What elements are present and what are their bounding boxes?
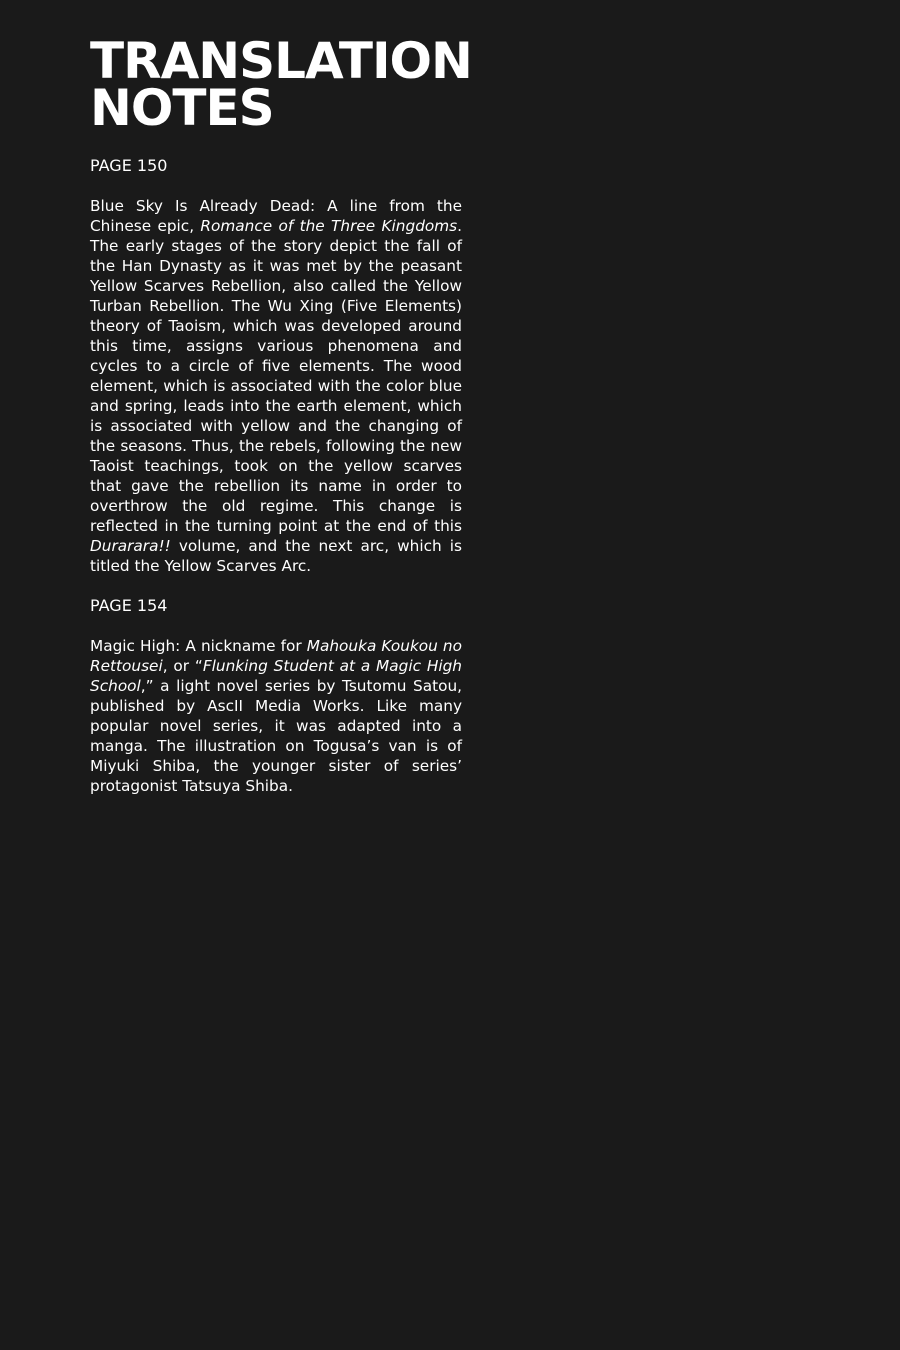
note-italic-title: Durarara!! <box>90 537 171 555</box>
note-italic-title: Flunking Student at a Magic High School <box>90 657 462 695</box>
note-page-label: PAGE 150 <box>90 156 168 175</box>
note-page-label: PAGE 154 <box>90 596 168 615</box>
note-body <box>90 636 462 796</box>
note-text: ,” a light novel series by Tsutomu Satou, published by AscII Media Works. Like many popular novel series, it was adapted into a manga. The illustration on Togusa’s van is of Miyuki Shiba, the younger sister of series’ protagonist Tatsuya Shiba. <box>90 677 462 795</box>
page-title-line-2: NOTES <box>90 79 274 137</box>
note-text: Magic High: A nickname for <box>90 637 307 655</box>
note-text: Blue Sky Is Already Dead: A line from the Chinese epic, <box>90 197 462 235</box>
translation-notes-page <box>90 0 472 796</box>
page-title <box>90 32 490 137</box>
note-text: volume, and the next arc, which is titled the Yellow Scarves Arc. <box>90 537 462 575</box>
note-italic-title: Romance of the Three Kingdoms <box>200 217 458 235</box>
note-text: . The early stages of the story depict the fall of the Han Dynasty as it was met by the peasant Yellow Scarves Rebellion, also called the Yellow Turban Rebellion. The Wu Xing (Five Elements) theory of Taoism, which was developed around this time, assigns various phenomena and cycles to a circle of five elements. The wood element, which is associated with the color blue and spring, leads into the earth element, which is associated with yellow and the changing of the seasons. Thus, the rebels, following the new Taoist teachings, took on the yellow scarves that gave the rebellion its name in order to overthrow the old regime. This change is reflected in the turning point at the end of this <box>90 217 463 535</box>
note-italic-title: Mahouka Koukou no Rettousei <box>90 637 462 675</box>
page-title-line-1: TRANSLATION <box>90 32 472 90</box>
note-text: , or “ <box>162 657 203 675</box>
note-body <box>90 196 462 576</box>
